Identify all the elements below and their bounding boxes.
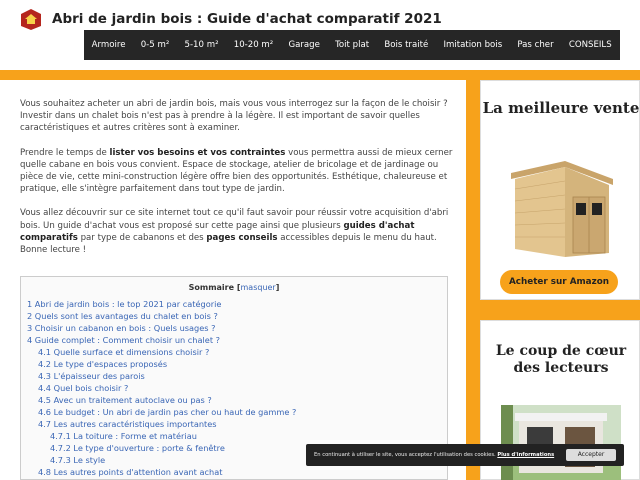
readers-favorite-title: Le coup de cœur des lecteurs	[495, 343, 627, 376]
intro-paragraph-3: Vous allez découvrir sur ce site internet tout ce qu'il faut savoir pour réussir votre acquisition d'abri bois. Un guide d'achat vous est proposé sur cette page ainsi que plusieurs guides d'achat comparatifs par type de cabanons et des pages conseils accessibles depuis le menu du haut. Bonne lecture !	[20, 208, 449, 256]
nav-item-imitation-bois[interactable]: Imitation bois	[443, 40, 503, 50]
cookie-banner	[306, 444, 624, 466]
best-seller-widget	[480, 80, 640, 300]
wooden-shed-image[interactable]	[501, 145, 621, 265]
nav-item-armoire[interactable]: Armoire	[91, 40, 126, 50]
nav-item-5-10[interactable]: 5-10 m²	[184, 40, 219, 50]
toc-title: Sommaire [masquer]	[188, 283, 280, 292]
buy-on-amazon-button[interactable]: Acheter sur Amazon	[500, 270, 618, 294]
toc-link[interactable]: 1 Abri de jardin bois : le top 2021 par catégorie	[27, 299, 222, 309]
intro-paragraph-1: Vous souhaitez acheter un abri de jardin bois, mais vous vous interrogez sur la façon de le choisir ? Investir dans un chalet bois n'est pas à prendre à la légère. Il est important de savoir quelles caractéristiques et autres critères sont à examiner.	[20, 99, 448, 134]
toc-link[interactable]: 4.1 Quelle surface et dimensions choisir ?	[38, 347, 210, 357]
site-header	[0, 0, 640, 70]
toc-link[interactable]: 4.7.3 Le style	[50, 455, 106, 465]
home-logo-icon[interactable]	[20, 8, 42, 30]
toc-link[interactable]: 4.7 Les autres caractéristiques importantes	[38, 419, 217, 429]
orange-divider	[0, 70, 640, 80]
toc-link[interactable]: 3 Choisir un cabanon en bois : Quels usages ?	[27, 323, 216, 333]
toc-link[interactable]: 4.2 Le type d'espaces proposés	[38, 359, 168, 369]
toc-link[interactable]: 4.8 Les autres points d'attention avant achat	[38, 467, 223, 477]
nav-item-0-5[interactable]: 0-5 m²	[140, 40, 170, 50]
intro-paragraph-2: Prendre le temps de lister vos besoins et vos contraintes vous permettra aussi de mieux cerner quelle cabane en bois vous convient. Espace de stockage, atelier de bricolage et de jardinage ou pièce de vie, cette mini-construction légère offre bien des opportunités. Esthétique, chaleureuse et pratique, elle s'intègre parfaitement dans tout type de jardin.	[20, 147, 453, 195]
toc-link[interactable]: 2 Quels sont les avantages du chalet en bois ?	[27, 311, 218, 321]
intro-text	[20, 98, 460, 256]
nav-item-garage[interactable]: Garage	[288, 40, 320, 50]
sidebar-orange-gap	[480, 300, 640, 320]
toc-link[interactable]: 4.7.1 La toiture : Forme et matériau	[50, 431, 197, 441]
nav-item-pas-cher[interactable]: Pas cher	[517, 40, 554, 50]
sidebar	[480, 80, 640, 480]
nav-item-bois-traite[interactable]: Bois traité	[384, 40, 429, 50]
toc-link[interactable]: 4.5 Avec un traitement autoclave ou pas ?	[38, 395, 212, 405]
nav-item-10-20[interactable]: 10-20 m²	[233, 40, 274, 50]
toc-link[interactable]: 4.6 Le budget : Un abri de jardin pas cher ou haut de gamme ?	[38, 407, 297, 417]
nav-item-conseils[interactable]: CONSEILS	[568, 40, 612, 50]
cookie-text: En continuant à utiliser le site, vous acceptez l'utilisation des cookies. Plus d'informations	[314, 452, 555, 458]
toc-link[interactable]: 4.3 L'épaisseur des parois	[38, 371, 145, 381]
cookie-accept-button[interactable]: Accepter	[566, 449, 616, 461]
cookie-more-info-link[interactable]: Plus d'informations	[497, 452, 555, 458]
modern-garden-house-image[interactable]	[501, 405, 621, 480]
toc-link[interactable]: 4 Guide complet : Comment choisir un chalet ?	[27, 335, 220, 345]
best-seller-title: La meilleure vente	[482, 99, 640, 117]
orange-column-divider	[466, 80, 480, 480]
main-nav	[84, 30, 620, 60]
toc-link[interactable]: 4.4 Quel bois choisir ?	[38, 383, 129, 393]
toc-hide-link[interactable]: masquer	[240, 283, 276, 292]
site-title[interactable]: Abri de jardin bois : Guide d'achat comparatif 2021	[52, 11, 442, 27]
nav-item-toit-plat[interactable]: Toit plat	[335, 40, 370, 50]
toc-link[interactable]: 4.7.2 Le type d'ouverture : porte & fenêtre	[50, 443, 225, 453]
